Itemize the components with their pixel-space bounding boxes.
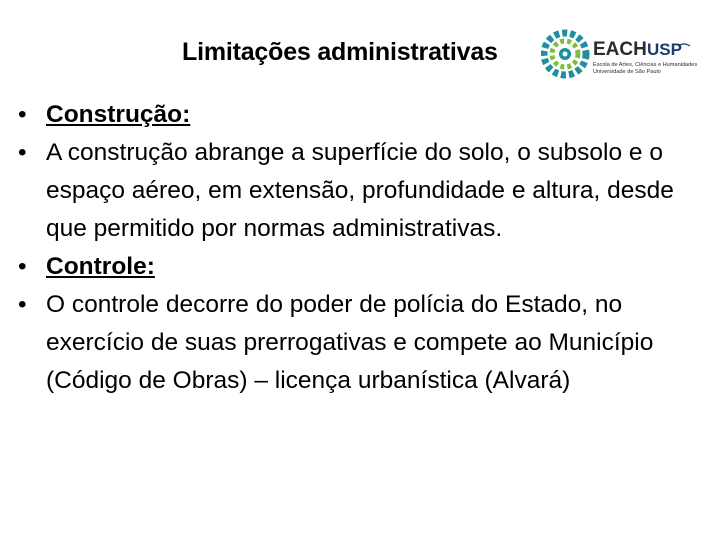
bullet-item-construcao-body	[18, 134, 708, 248]
logo-usp-mark: USP	[647, 40, 682, 59]
bullet-text-controle: O controle decorre do poder de polícia do Estado, no exercício de suas prerrogativas e compete ao Município (Código de Obras) – licença urbanística (Alvará)	[46, 291, 654, 394]
bullet-glyph: •	[18, 139, 27, 166]
bullet-glyph: •	[18, 253, 27, 280]
bullet-item-construcao-heading	[18, 96, 708, 134]
bullet-glyph: •	[18, 101, 27, 128]
bullet-item-controle-heading	[18, 248, 708, 286]
each-usp-logo	[541, 28, 711, 88]
logo-tagline-1: Escola de Artes, Ciências e Humanidades	[593, 62, 698, 68]
bullet-item-controle-body	[18, 286, 708, 400]
slide-title: Limitações administrativas	[182, 38, 498, 66]
bullet-glyph: •	[18, 291, 27, 318]
bullet-text-construcao: A construção abrange a superfície do solo, o subsolo e o espaço aéreo, em extensão, profundidade e altura, desde que permitido por normas administrativas.	[46, 139, 674, 242]
logo-tagline-2: Universidade de São Paulo	[593, 69, 661, 75]
each-logo-graphic	[541, 28, 711, 88]
bullet-list	[18, 96, 708, 400]
bullet-heading-controle: Controle:	[46, 253, 155, 280]
logo-emblem	[544, 33, 586, 75]
bullet-heading-construcao: Construção:	[46, 101, 191, 128]
logo-wordmark: EACH	[593, 39, 647, 60]
